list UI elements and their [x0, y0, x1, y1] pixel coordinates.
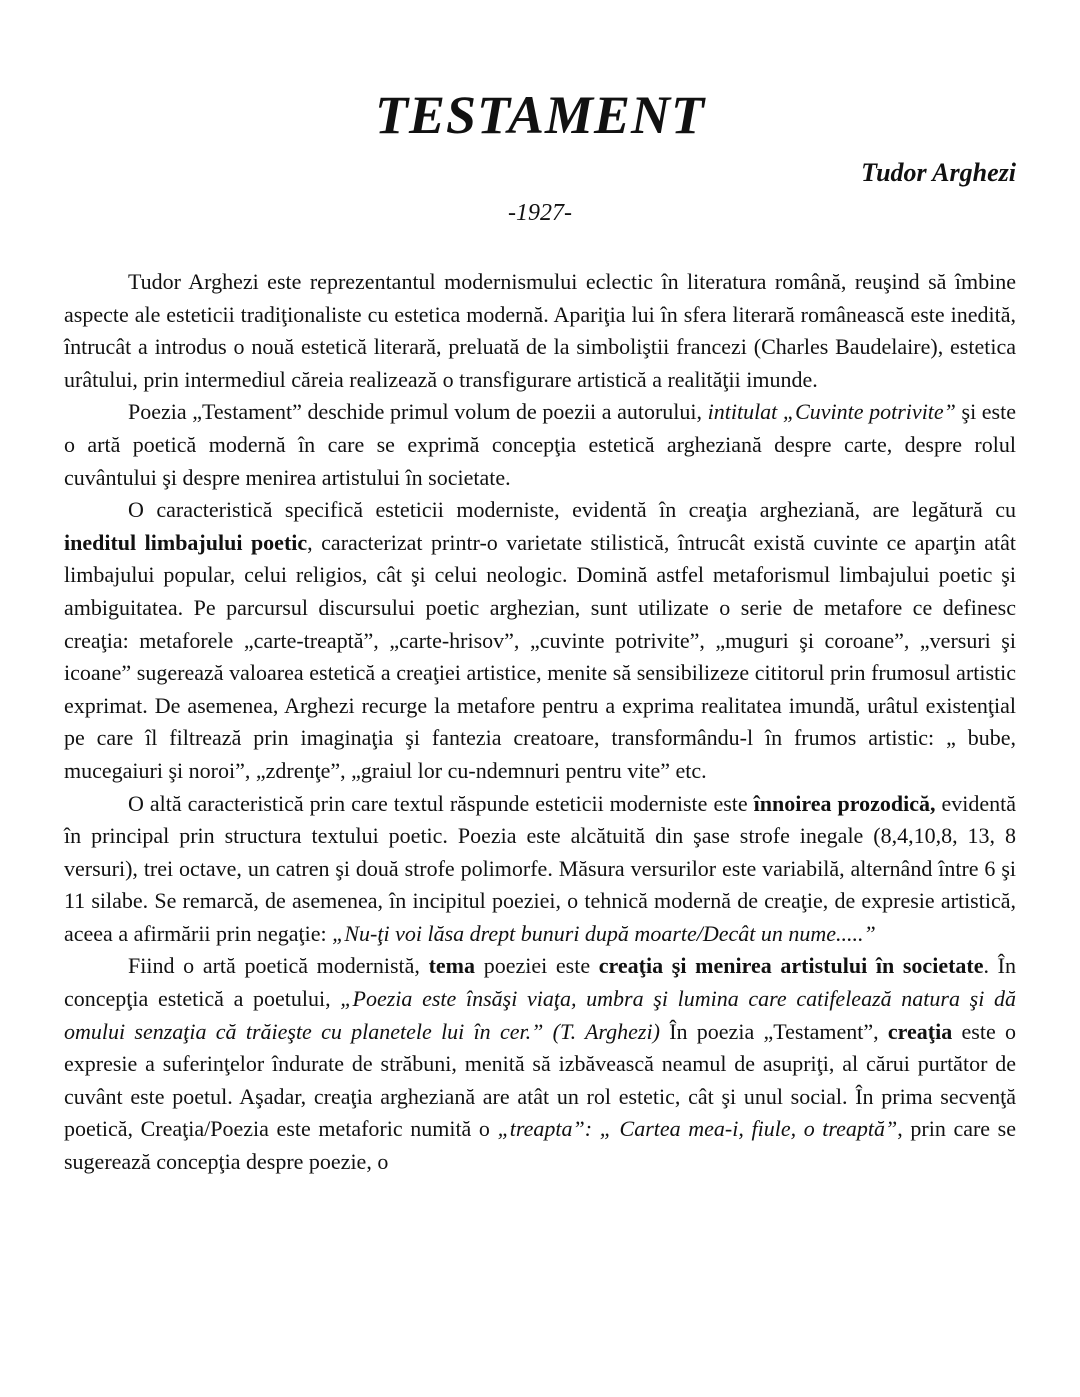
text-segment: Tudor Arghezi este reprezentantul modernismului eclectic în literatura română, reuşind să îmbine aspecte ale esteticii tradiţionaliste cu estetica modernă. Apariţia lui în sfera literară românească este inedită, întrucât a introdus o nouă estetică literară, preluată de la simboliştii francezi (Charles Baudelaire), estetica urâtului, prin intermediul căreia realizează o transfigurare artistică a realităţii imunde. [64, 269, 1016, 392]
text-segment: . În concepţia estetică a poetului, [64, 953, 1017, 1012]
text-segment: În poezia „Testament”, [659, 1018, 888, 1044]
text-segment: Fiind o artă poetică modernistă, [128, 953, 429, 979]
text-segment-italic: „treapta”: „ Cartea mea-i, fiule, o treaptă” [497, 1116, 898, 1142]
text-segment-italic: „Poezia este însăşi viaţa, umbra şi lumina care catifelează natura şi dă omului senzaţia că trăieşte cu planetele lui în cer.” (T. Arghezi) [64, 986, 1016, 1044]
text-segment: este o expresie a suferinţelor îndurate de străbuni, menită să izbăvească neamul de asupriţi, al cărui purtător de cuvânt este poetul. Aşadar, creaţia argheziană are atât un rol estetic, cât şi unul social. În prima secvenţă poetică, Creaţia/Poezia este metaforic numită o [64, 1018, 1017, 1142]
paragraph-2 [64, 396, 1016, 494]
text-segment: O caracteristică specifică esteticii moderniste, evidentă în creaţia argheziană, are legătură cu [128, 497, 1016, 523]
paragraph-1 [64, 266, 1016, 396]
text-segment: , prin care se sugerează concepţia despre poezie, o [64, 1116, 1017, 1175]
paragraph-5 [64, 950, 1016, 1178]
text-segment: evidentă în principal prin structura textului poetic. Poezia este alcătuită din şase strofe inegale (8,4,10,8, 13, 8 versuri), trei octave, un catren şi două strofe polimorfe. Măsura versurilor este variabilă, alternând între 6 şi 11 silabe. Se remarcă, de asemenea, în incipitul poeziei, o tehnică modernă de creaţie, de expresie artistică, aceea a afirmării prin negaţie: [64, 790, 1016, 946]
text-segment-bold: creaţia şi menirea artistului în societate [598, 953, 984, 979]
text-segment: , caracterizat printr-o varietate stilistică, întrucât există cuvinte ce aparţin atât limbajului popular, celui religios, cât şi celui neologic. Domină astfel metaforismul limbajului poetic şi ambiguitatea. Pe parcursul discursului poetic arghezian, sunt utilizate o serie de metafore ce definesc creaţia: metaforele „carte-treaptă”, „carte-hrisov”, „cuvinte potrivite”, „muguri şi coroane”, „versuri şi icoane” sugerează valoarea estetică a creaţiei artistice, menite să sensibilizeze cititorul prin frumosul artistic exprimat. De asemenea, Arghezi recurge la metafore pentru a exprima realitatea imundă, urâtul existenţial pe care îl filtrează prin imaginaţia şi fantezia creatoare, transformându-l în frumos artistic: „ bube, mucegaiuri şi noroi”, „zdrenţe”, „graiul lor cu-ndemnuri pentru vite” etc. [64, 529, 1016, 783]
publication-year: -1927- [508, 200, 572, 226]
text-segment: O altă caracteristică prin care textul răspunde esteticii moderniste este [128, 790, 754, 816]
text-segment: poeziei este [475, 953, 599, 979]
text-segment: Poezia „Testament” deschide primul volum de poezii a autorului, [128, 399, 708, 425]
text-segment-italic: „Nu-ţi voi lăsa drept bunuri după moarte/Decât un nume.....” [332, 920, 876, 946]
text-segment-bold: ineditul limbajului poetic [64, 529, 308, 555]
text-segment: şi este o artă poetică modernă în care se exprimă concepţia estetică argheziană despre carte, despre rolul cuvântului şi despre menirea artistului în societate. [64, 399, 1016, 490]
text-segment-italic: intitulat „Cuvinte potrivite” [707, 399, 956, 425]
text-segment-bold: înnoirea prozodică, [753, 790, 936, 816]
author-name: Tudor Arghezi [861, 158, 1016, 187]
paragraph-4 [64, 788, 1016, 951]
paragraph-3 [64, 494, 1016, 787]
page-title: TESTAMENT [374, 85, 706, 145]
text-segment-bold: creaţia [887, 1018, 953, 1044]
essay-body [64, 266, 1016, 1179]
text-segment-bold: tema [428, 953, 476, 979]
